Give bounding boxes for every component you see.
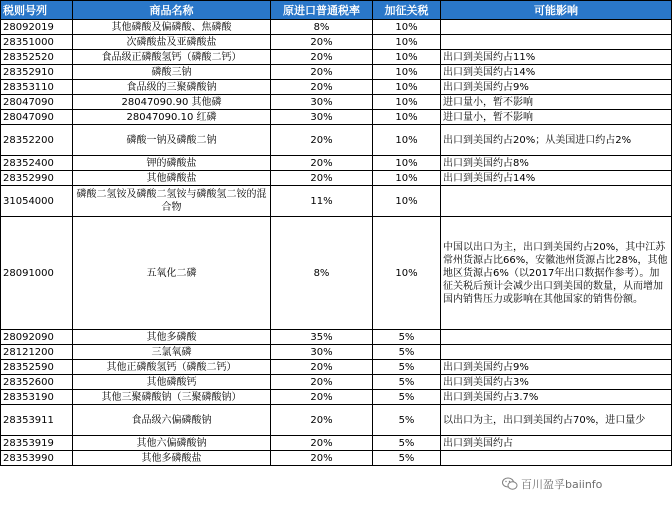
cell-name: 28047090.10 红磷 bbox=[73, 110, 271, 125]
cell-name: 其他三聚磷酸钠（三聚磷酸钠） bbox=[73, 390, 271, 405]
cell-name: 其他多磷酸盐 bbox=[73, 451, 271, 466]
cell-impact: 进口量小，暂不影响 bbox=[441, 110, 672, 125]
header-impact: 可能影响 bbox=[441, 1, 672, 20]
cell-rate: 11% bbox=[271, 186, 373, 217]
cell-code: 28351000 bbox=[1, 35, 73, 50]
cell-code: 28121200 bbox=[1, 345, 73, 360]
cell-code: 28092090 bbox=[1, 330, 73, 345]
cell-rate: 20% bbox=[271, 35, 373, 50]
cell-extra: 5% bbox=[373, 405, 441, 436]
cell-code: 28047090 bbox=[1, 95, 73, 110]
cell-extra: 10% bbox=[373, 186, 441, 217]
table-row bbox=[1, 110, 672, 125]
cell-name: 食品级的三聚磷酸钠 bbox=[73, 80, 271, 95]
cell-extra: 10% bbox=[373, 35, 441, 50]
cell-impact bbox=[441, 186, 672, 217]
table-row bbox=[1, 35, 672, 50]
table-body bbox=[1, 20, 672, 466]
table-row bbox=[1, 405, 672, 436]
table-row bbox=[1, 171, 672, 186]
cell-code: 28352990 bbox=[1, 171, 73, 186]
cell-extra: 10% bbox=[373, 80, 441, 95]
cell-impact bbox=[441, 35, 672, 50]
cell-code: 28352520 bbox=[1, 50, 73, 65]
table-row bbox=[1, 186, 672, 217]
header-row bbox=[1, 1, 672, 20]
cell-extra: 10% bbox=[373, 95, 441, 110]
table-row bbox=[1, 156, 672, 171]
cell-rate: 30% bbox=[271, 110, 373, 125]
cell-name: 磷酸一钠及磷酸二钠 bbox=[73, 125, 271, 156]
cell-rate: 20% bbox=[271, 80, 373, 95]
cell-impact: 出口到美国约占8% bbox=[441, 156, 672, 171]
cell-extra: 5% bbox=[373, 345, 441, 360]
cell-name: 三氯氧磷 bbox=[73, 345, 271, 360]
cell-name: 食品级正磷酸氢钙（磷酸二钙） bbox=[73, 50, 271, 65]
table-row bbox=[1, 217, 672, 330]
table-row bbox=[1, 330, 672, 345]
cell-impact: 出口到美国约占11% bbox=[441, 50, 672, 65]
cell-name: 其他磷酸及偏磷酸、焦磷酸 bbox=[73, 20, 271, 35]
cell-rate: 8% bbox=[271, 20, 373, 35]
table-row bbox=[1, 95, 672, 110]
cell-code: 28353190 bbox=[1, 390, 73, 405]
cell-rate: 20% bbox=[271, 375, 373, 390]
cell-extra: 10% bbox=[373, 65, 441, 80]
table-row bbox=[1, 390, 672, 405]
table-row bbox=[1, 80, 672, 95]
table-row bbox=[1, 360, 672, 375]
cell-rate: 30% bbox=[271, 95, 373, 110]
cell-rate: 20% bbox=[271, 125, 373, 156]
cell-rate: 20% bbox=[271, 436, 373, 451]
cell-code: 28352600 bbox=[1, 375, 73, 390]
cell-name: 磷酸二氢铵及磷酸二氢铵与磷酸氢二铵的混合物 bbox=[73, 186, 271, 217]
table-row bbox=[1, 345, 672, 360]
cell-name: 其他正磷酸氢钙（磷酸二钙） bbox=[73, 360, 271, 375]
table-row bbox=[1, 125, 672, 156]
cell-name: 食品级六偏磷酸钠 bbox=[73, 405, 271, 436]
cell-impact: 出口到美国约占3.7% bbox=[441, 390, 672, 405]
cell-code: 28353911 bbox=[1, 405, 73, 436]
cell-rate: 8% bbox=[271, 217, 373, 330]
cell-extra: 10% bbox=[373, 125, 441, 156]
cell-name: 28047090.90 其他磷 bbox=[73, 95, 271, 110]
cell-extra: 10% bbox=[373, 20, 441, 35]
table-row bbox=[1, 436, 672, 451]
cell-name: 钾的磷酸盐 bbox=[73, 156, 271, 171]
cell-impact: 出口到美国约占9% bbox=[441, 80, 672, 95]
cell-rate: 20% bbox=[271, 65, 373, 80]
cell-code: 28092019 bbox=[1, 20, 73, 35]
cell-rate: 20% bbox=[271, 156, 373, 171]
watermark bbox=[502, 474, 662, 494]
cell-impact bbox=[441, 20, 672, 35]
header-code: 税则号列 bbox=[1, 1, 73, 20]
cell-rate: 20% bbox=[271, 360, 373, 375]
cell-name: 磷酸三钠 bbox=[73, 65, 271, 80]
cell-code: 28353919 bbox=[1, 436, 73, 451]
cell-name: 其他磷酸钙 bbox=[73, 375, 271, 390]
table-row bbox=[1, 50, 672, 65]
cell-extra: 10% bbox=[373, 171, 441, 186]
cell-name: 五氧化二磷 bbox=[73, 217, 271, 330]
cell-impact: 出口到美国约占14% bbox=[441, 65, 672, 80]
cell-impact: 出口到美国约占3% bbox=[441, 375, 672, 390]
cell-extra: 10% bbox=[373, 156, 441, 171]
cell-impact: 中国以出口为主，出口到美国约占20%，其中江苏常州货源占比66%，安徽池州货源占比28%，其他地区货源占6%（以2017年出口数据作参考）。加征关税后预计会减少出口到美国的数量，从而增加国内销售压力或影响在其他国家的销售份额。 bbox=[441, 217, 672, 330]
cell-extra: 10% bbox=[373, 50, 441, 65]
table-row bbox=[1, 20, 672, 35]
watermark-text: 百川盈孚baiinfo bbox=[521, 478, 603, 491]
table-row bbox=[1, 65, 672, 80]
header-name: 商品名称 bbox=[73, 1, 271, 20]
table-row bbox=[1, 375, 672, 390]
cell-impact: 出口到美国约占14% bbox=[441, 171, 672, 186]
cell-rate: 30% bbox=[271, 345, 373, 360]
cell-impact: 以出口为主，出口到美国约占70%，进口量少 bbox=[441, 405, 672, 436]
cell-name: 次磷酸盐及亚磷酸盐 bbox=[73, 35, 271, 50]
cell-rate: 20% bbox=[271, 171, 373, 186]
cell-code: 28352590 bbox=[1, 360, 73, 375]
cell-code: 28091000 bbox=[1, 217, 73, 330]
cell-extra: 10% bbox=[373, 217, 441, 330]
cell-extra: 10% bbox=[373, 110, 441, 125]
header-rate: 原进口普通税率 bbox=[271, 1, 373, 20]
cell-extra: 5% bbox=[373, 390, 441, 405]
cell-impact: 进口量小，暂不影响 bbox=[441, 95, 672, 110]
cell-code: 28352910 bbox=[1, 65, 73, 80]
cell-code: 28047090 bbox=[1, 110, 73, 125]
cell-impact: 出口到美国约占20%；从美国进口约占2% bbox=[441, 125, 672, 156]
cell-code: 28353990 bbox=[1, 451, 73, 466]
cell-rate: 20% bbox=[271, 451, 373, 466]
cell-name: 其他磷酸盐 bbox=[73, 171, 271, 186]
cell-extra: 5% bbox=[373, 436, 441, 451]
cell-code: 28352200 bbox=[1, 125, 73, 156]
cell-impact: 出口到美国约占 bbox=[441, 436, 672, 451]
cell-extra: 5% bbox=[373, 360, 441, 375]
cell-impact bbox=[441, 451, 672, 466]
cell-rate: 20% bbox=[271, 50, 373, 65]
cell-extra: 5% bbox=[373, 451, 441, 466]
cell-extra: 5% bbox=[373, 330, 441, 345]
table-row bbox=[1, 451, 672, 466]
cell-impact bbox=[441, 345, 672, 360]
cell-code: 31054000 bbox=[1, 186, 73, 217]
cell-code: 28352400 bbox=[1, 156, 73, 171]
cell-rate: 35% bbox=[271, 330, 373, 345]
cell-rate: 20% bbox=[271, 405, 373, 436]
cell-extra: 5% bbox=[373, 375, 441, 390]
cell-name: 其他六偏磷酸钠 bbox=[73, 436, 271, 451]
cell-name: 其他多磷酸 bbox=[73, 330, 271, 345]
cell-impact: 出口到美国约占9% bbox=[441, 360, 672, 375]
cell-impact bbox=[441, 330, 672, 345]
wechat-logo-icon bbox=[502, 477, 518, 491]
cell-code: 28353110 bbox=[1, 80, 73, 95]
header-extra: 加征关税 bbox=[373, 1, 441, 20]
cell-rate: 20% bbox=[271, 390, 373, 405]
